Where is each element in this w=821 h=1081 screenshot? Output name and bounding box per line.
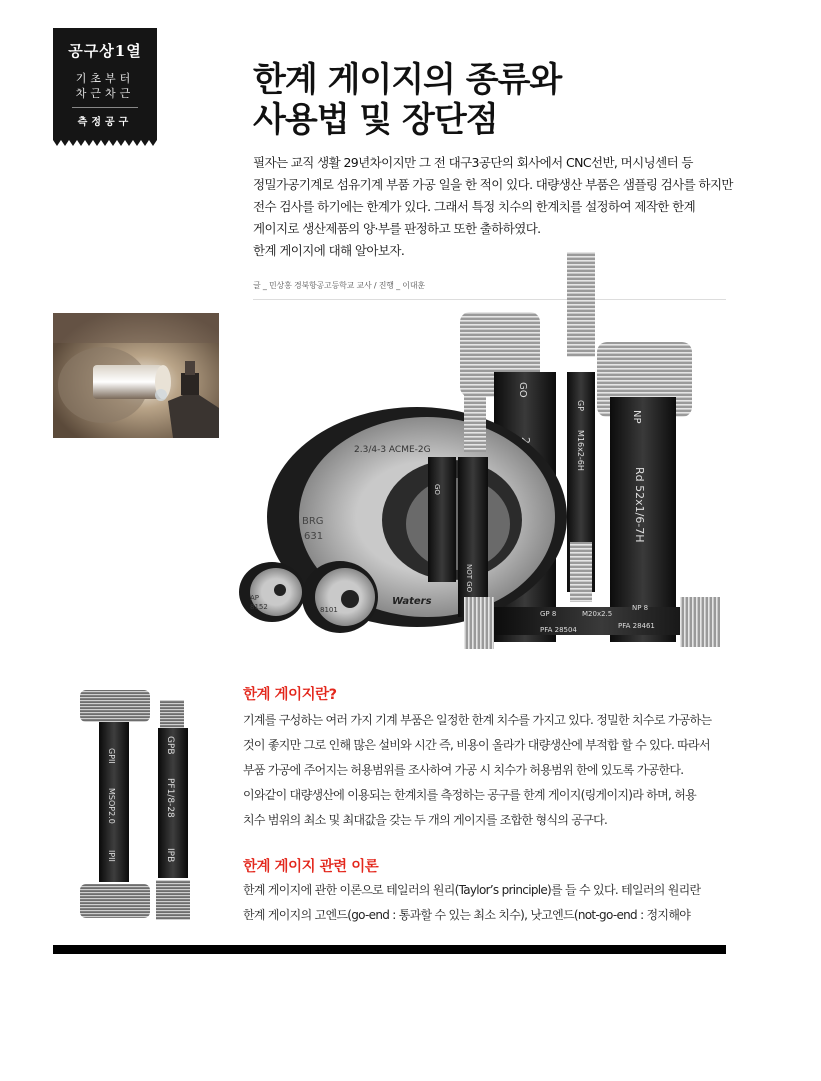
gauge-label: M16x2-6H [576,430,585,471]
plug-label: IPB [165,848,175,863]
gauge-label: Waters [392,596,432,607]
gauge-label: AP [250,594,260,602]
title-line: 한계 게이지의 종류와 [253,60,562,100]
plug-label: MSOP2.0 [107,788,116,824]
gauge-label: PFA 28461 [618,622,655,630]
gauge-label: M20x2.5 [582,610,613,618]
series-name: 공구상1열 [68,42,142,60]
series-subtitle-line: 차근차근 [75,87,135,100]
gauge-label: GO [517,382,528,398]
plug-gauges-photo [62,688,212,928]
intro-line: 게이지로 생산제품의 양·부를 판정하고 또한 출하하였다. [253,221,541,236]
intro-line: 필자는 교직 생활 29년차이지만 그 전 대구3공단의 회사에서 CNC선반, 머시닝센터 등 [253,155,693,170]
gauge-label: PFA 28504 [540,626,577,634]
section-heading: 한계 게이지란? [243,687,337,703]
lathe-photo [53,313,219,438]
tag-divider [72,107,138,108]
body-line: 한계 게이지의 고엔드(go-end : 통과할 수 있는 최소 치수), 낫고엔드(not-go-end : 정지해야 [243,908,691,922]
body-line: 치수 범위의 최소 및 최대값을 갖는 두 개의 게이지를 조합한 형식의 공구다. [243,813,608,827]
series-subtitle-line: 기초부터 [75,72,135,85]
gauges-photo [232,252,732,660]
gauge-label: GP [576,400,585,412]
series-category: 측정공구 [77,117,133,128]
gauge-label: 631 [304,531,324,542]
gauge-label: NP 8 [632,604,649,612]
section-body [243,878,733,928]
plug-label: GPB [165,736,175,755]
title-line: 사용법 및 장단점 [253,100,498,140]
byline: 글 _ 민상홍 경북항공고등학교 교사 / 진행 _ 이대훈 [253,281,425,290]
intro-line: 정밀가공기계로 섬유기계 부품 가공 일을 한 적이 있다. 대량생산 부품은 샘플링 검사를 하지만 [253,177,733,192]
body-line: 부품 가공에 주어지는 허용범위를 조사하여 가공 시 치수가 허용범위 한에 있도록 가공한다. [243,763,684,777]
gauge-label: 2.3/4-3 ACME-2G [354,445,431,455]
body-line: 것이 좋지만 그로 인해 많은 설비와 시간 즉, 비용이 올라가 대량생산에 부적합 할 수 있다. 따라서 [243,738,710,752]
body-line: 기계를 구성하는 여러 가지 기계 부품은 일정한 한계 치수를 가지고 있다. 정밀한 치수로 가공하는 [243,713,712,727]
plug-label: PF1/8-28 [165,778,175,818]
tag-zigzag-edge [53,138,157,146]
gauge-label: GO [433,484,441,495]
section-heading: 한계 게이지 관련 이론 [243,859,379,875]
bottom-rule [53,945,726,954]
section-body [243,708,733,833]
series-tag [53,28,157,138]
body-line: 이와같이 대량생산에 이용되는 한계치를 측정하는 공구를 한계 게이지(링게이지)라 하며, 허용 [243,788,697,802]
intro-line: 한계 게이지에 대해 알아보자. [253,243,405,258]
gauge-label: GP 8 [540,610,557,618]
gauge-label: 8101 [320,606,338,614]
body-line: 한계 게이지에 관한 이론으로 테일러의 원리(Taylor’s principle)를 들 수 있다. 테일러의 원리란 [243,883,701,897]
gauge-label: NP [631,410,642,424]
series-subtitle [53,71,157,101]
intro-line: 전수 검사를 하기에는 한계가 있다. 그래서 특정 치수의 한계치를 설정하여 제작한 한계 [253,199,696,214]
plug-label: IPII [107,850,116,862]
gauge-label: NOT GO [465,564,473,593]
gauge-label: 8152 [250,603,268,611]
gauge-label: Rd 52x1/6-7H [633,467,646,543]
article-intro [253,152,753,262]
plug-label: GPII [107,748,116,764]
article-title [253,60,561,140]
gauge-label: BRG [302,516,324,527]
